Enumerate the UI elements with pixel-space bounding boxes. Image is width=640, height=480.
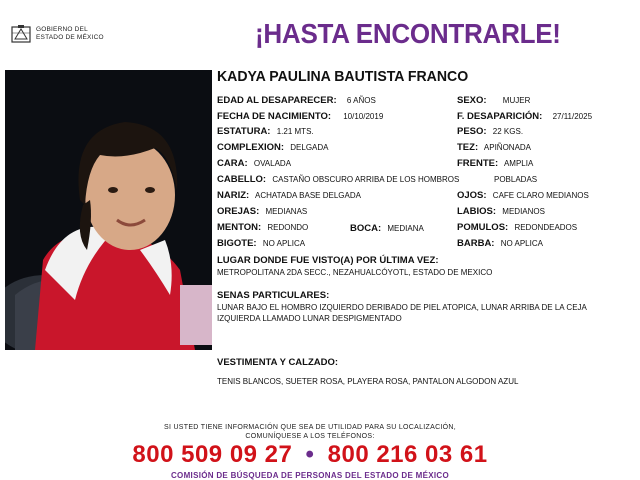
field-peso [457,127,523,137]
field-label: OJOS: [457,190,487,201]
phone-numbers [0,441,620,469]
field-frente [457,159,533,169]
field-label: LABIOS: [457,206,497,217]
field-estatura [217,127,314,137]
field-label: POMULOS: [457,222,509,233]
last-seen-value: METROPOLITANA 2DA SECC., NEZAHUALCÓYOTL, ESTADO DE MEXICO [217,268,493,277]
footer-note-line-1: SI USTED TIENE INFORMACIÓN QUE SEA DE UTILIDAD PARA SU LOCALIZACIÓN, [163,424,457,431]
field-value: 1.21 MTS. [276,127,314,136]
phone-number-2[interactable]: 800 216 03 61 [327,441,488,468]
headline: ¡HASTA ENCONTRARLE! [255,18,561,49]
clothing-value: TENIS BLANCOS, SUETER ROSA, PLAYERA ROSA, PANTALON ALGODON AZUL [217,377,519,386]
field-value: 10/10/2019 [343,112,384,121]
field-label: F. DESAPARICIÓN: [457,111,543,122]
field-cejas [494,175,537,185]
field-label: CABELLO: [217,174,267,185]
commission-name: COMISIÓN DE BÚSQUEDA DE PERSONAS DEL ESTADO DE MÉXICO [170,471,449,480]
field-label: FRENTE: [457,158,499,169]
field-desaparicion [457,112,592,122]
field-complexion [217,143,329,153]
field-label: BIGOTE: [217,238,257,249]
field-cara [217,159,291,169]
field-label: TEZ: [457,142,479,153]
logo-line-2: ESTADO DE MÉXICO [36,34,104,41]
field-edad [217,96,376,106]
field-label: OREJAS: [217,206,260,217]
field-value: MEDIANOS [502,207,545,216]
field-bigote [217,239,305,249]
field-label: FECHA DE NACIMIENTO: [217,111,331,122]
field-label: BOCA: [350,223,382,234]
field-value: CAFE CLARO MEDIANOS [492,191,589,200]
field-value: 27/11/2025 [552,112,593,121]
field-value: NO APLICA [500,239,543,248]
field-cabello [217,175,459,185]
field-ojos [457,191,589,201]
missing-person-photo [5,70,212,350]
field-value: DELGADA [290,143,329,152]
field-label: PESO: [457,126,487,137]
marks-value: LUNAR BAJO EL HOMBRO IZQUIERDO DERIBADO DE PIEL ATOPICA, LUNAR ARRIBA DE LA CEJA IZQUIERDA LLAMADO LUNAR DESPIGMENTADO [217,303,587,323]
last-seen-label: LUGAR DONDE FUE VISTO(A) POR ÚLTIMA VEZ: [217,255,439,266]
government-logo [10,24,130,44]
clothing-label: VESTIMENTA Y CALZADO: [217,357,339,368]
phone-number-1[interactable]: 800 509 09 27 [132,441,293,468]
marks-label: SENAS PARTICULARES: [217,290,330,301]
field-value: CASTAÑO OBSCURO ARRIBA DE LOS HOMBROS [272,175,460,184]
field-value: OVALADA [253,159,292,168]
field-nacimiento [217,112,383,122]
field-value: ACHATADA BASE DELGADA [254,191,361,200]
field-value: APIÑONADA [483,143,532,152]
field-value: REDONDEADOS [514,223,578,232]
field-value: POBLADAS [494,175,538,184]
person-name: KADYA PAULINA BAUTISTA FRANCO [217,68,469,85]
field-menton [217,223,308,233]
logo-text [36,26,104,42]
field-value: 22 KGS. [492,127,524,136]
field-value: MEDIANA [387,224,424,233]
field-value: AMPLIA [503,159,534,168]
field-label: SEXO: [457,95,487,106]
field-orejas [217,207,307,217]
footer-note-line-2: COMUNÍQUESE A LOS TELÉFONOS: [245,433,375,440]
field-labios [457,207,545,217]
field-sexo [457,96,530,106]
field-pomulos [457,223,577,233]
field-label: BARBA: [457,238,495,249]
field-label: CARA: [217,158,248,169]
field-label: EDAD AL DESAPARECER: [217,95,337,106]
field-barba [457,239,543,249]
field-label: MENTON: [217,222,262,233]
logo-line-1: GOBIERNO DEL [36,26,88,33]
field-value: REDONDO [267,223,309,232]
field-value: MEDIANAS [265,207,308,216]
field-label: ESTATURA: [217,126,271,137]
field-nariz [217,191,361,201]
state-shield-icon [10,24,32,44]
field-label: NARIZ: [217,190,250,201]
photo-illustration [5,70,212,350]
field-boca [350,224,424,234]
field-label: COMPLEXION: [217,142,285,153]
field-value: MUJER [502,96,531,105]
phone-separator: • [305,441,315,468]
field-value: 6 AÑOS [346,96,376,105]
field-tez [457,143,531,153]
field-value: NO APLICA [262,239,306,248]
